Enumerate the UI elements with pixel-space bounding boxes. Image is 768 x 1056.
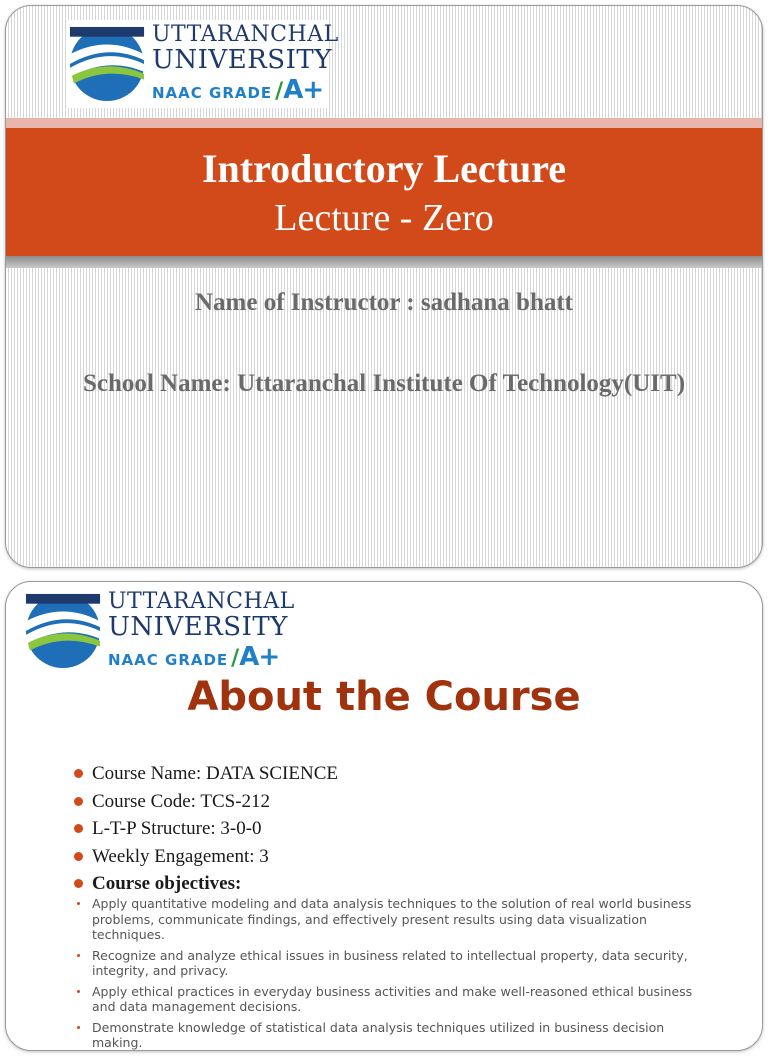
title-banner [6, 128, 762, 256]
slide-title: About the Course [187, 674, 581, 720]
school-name: School Name: Uttaranchal Institute Of Technology(UIT) [82, 370, 686, 397]
logo-grade-value: A+ [239, 641, 280, 672]
course-info-list [74, 760, 714, 898]
objectives-list [76, 896, 716, 1056]
logo-slash-icon: / [275, 78, 284, 104]
ltp-structure-item: L-T-P Structure: 3-0-0 [74, 815, 714, 843]
banner-top-strip [6, 118, 762, 128]
weekly-engagement-item: Weekly Engagement: 3 [74, 843, 714, 871]
objective-item: Demonstrate knowledge of statistical data analysis techniques utilized in business decision making. [76, 1020, 716, 1051]
slide-about-course [5, 581, 763, 1051]
logo-line2: UNIVERSITY [152, 44, 332, 75]
logo-wordmark [108, 588, 295, 672]
course-objectives-heading: Course objectives: [74, 870, 714, 898]
university-logo [22, 588, 295, 672]
objective-item: Recognize and analyze ethical issues in business related to intellectual property, data security, integrity, and privacy. [76, 948, 716, 979]
course-name-item: Course Name: DATA SCIENCE [74, 760, 714, 788]
logo-line1: UTTARANCHAL [152, 21, 339, 47]
logo-line1: UTTARANCHAL [108, 588, 295, 614]
logo-grade-label: NAAC GRADE [108, 650, 229, 669]
logo-grade [152, 75, 339, 105]
slide-title: Introductory Lecture [201, 146, 567, 191]
logo-grade-label: NAAC GRADE [152, 83, 273, 102]
logo-wordmark [152, 21, 339, 105]
slide-subtitle: Lecture - Zero [274, 197, 494, 239]
objective-item: Apply ethical practices in everyday business activities and make well-reasoned ethical business and data management decisions. [76, 984, 716, 1015]
banner-shadow [6, 256, 762, 268]
objective-item: Apply quantitative modeling and data analysis techniques to the solution of real world business problems, communicate findings, and effectively present results using data visualization techniques. [76, 896, 716, 943]
course-code-item: Course Code: TCS-212 [74, 788, 714, 816]
slide-introductory-lecture [5, 5, 763, 568]
university-logo [66, 20, 339, 108]
logo-line2: UNIVERSITY [108, 611, 288, 642]
instructor-name: Name of Instructor : sadhana bhatt [194, 289, 574, 316]
logo-grade [108, 642, 295, 672]
university-emblem-icon [24, 592, 102, 670]
logo-grade-value: A+ [283, 74, 324, 105]
university-emblem-icon [68, 25, 146, 103]
logo-slash-icon: / [231, 645, 240, 671]
